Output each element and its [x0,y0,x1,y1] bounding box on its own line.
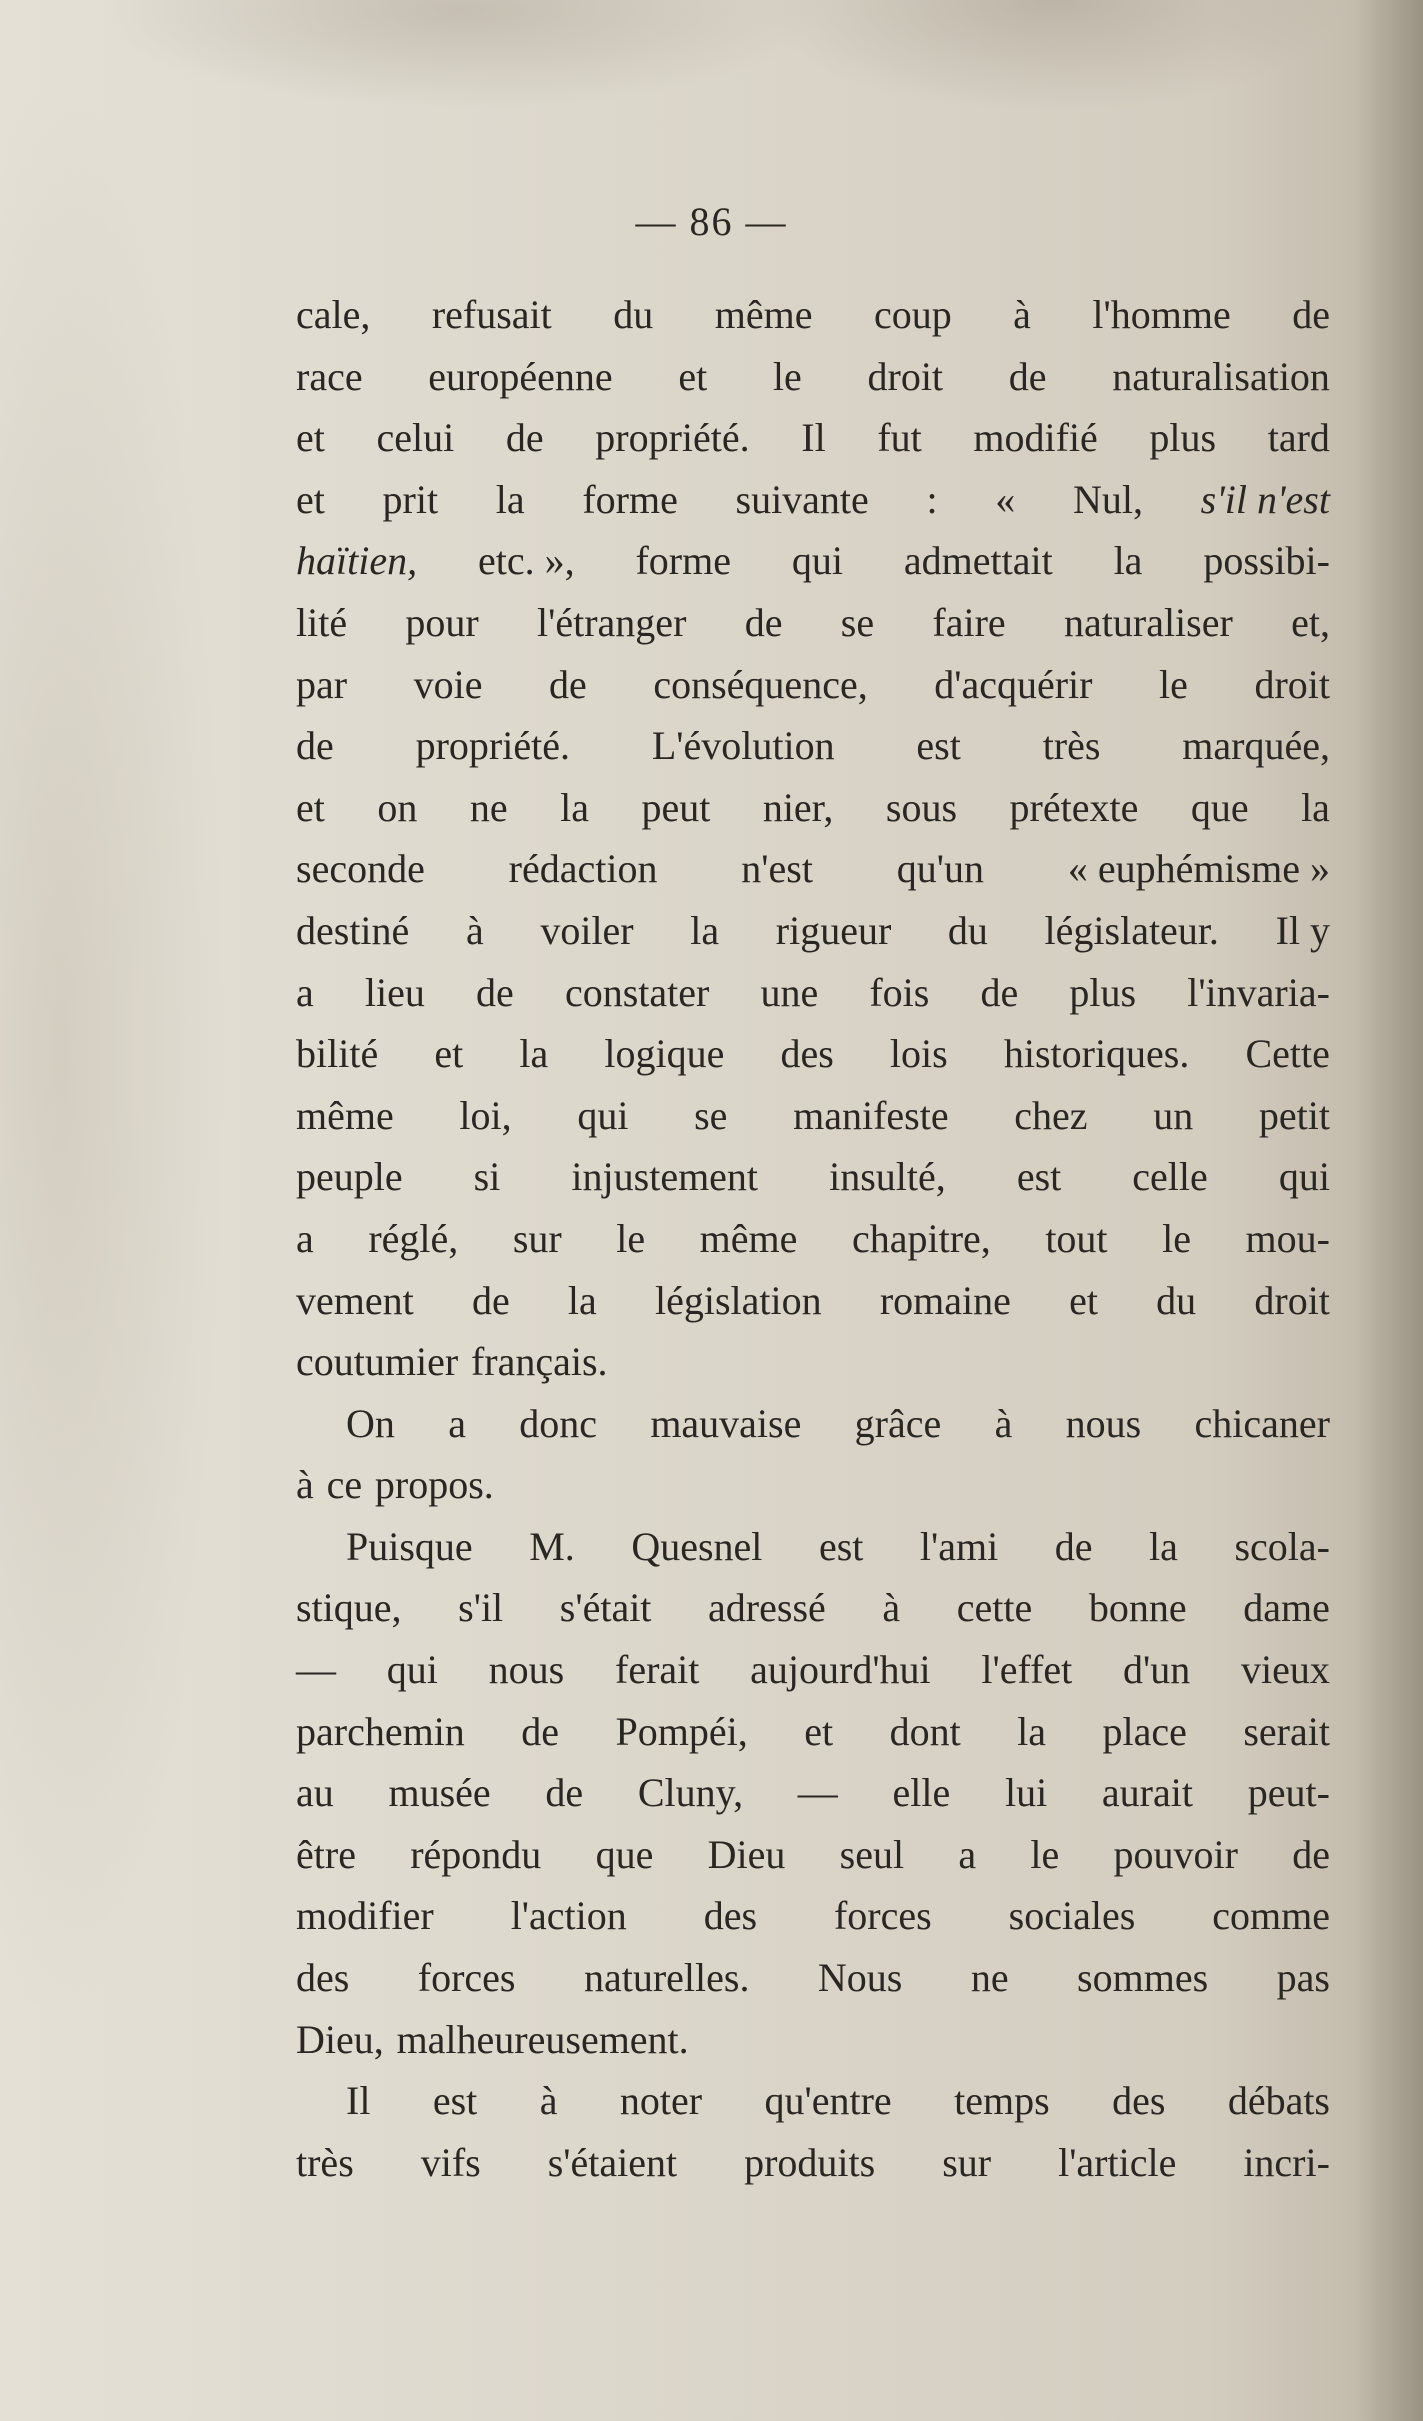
word: a [296,1215,314,1261]
word: et [434,1031,464,1077]
word: qu'entre [764,2078,892,2124]
word: l'action [510,1893,627,1939]
word: propriété. [415,723,570,769]
word: dont [889,1708,961,1754]
word: peut- [1247,1770,1330,1816]
word: de [471,1277,510,1323]
word: l'effet [981,1647,1073,1693]
word: plus [1069,969,1137,1015]
word: fut [877,415,922,461]
word: la [1149,1523,1178,1569]
word: à [465,907,484,953]
word: droit [867,353,944,399]
word: du [1156,1277,1197,1323]
word: à [882,1585,901,1631]
word: adressé [708,1585,826,1631]
word: pouvoir [1113,1831,1238,1877]
word: la [560,784,589,830]
word: on [377,784,418,830]
word: mauvaise [650,1400,802,1446]
word: temps [954,2078,1050,2124]
word: de [1292,1831,1330,1877]
word: à [994,1400,1013,1446]
word: race [296,353,363,399]
word: qui [577,1092,629,1138]
text-line [296,962,1330,1024]
word: à [296,1462,314,1508]
word: des [703,1893,758,1939]
word: nous [488,1647,565,1693]
word: Il [346,2078,371,2124]
word: sociales [1008,1893,1136,1939]
word: suivante [735,476,869,522]
word: naturelles. [583,1955,750,2001]
word: la [495,476,525,522]
word: est [1016,1154,1062,1200]
word: l'ami [919,1523,999,1569]
word: débats [1227,2078,1330,2124]
word: par [296,661,348,707]
word: Pompéi, [615,1708,748,1754]
word: de [980,969,1019,1015]
word: de [1054,1523,1093,1569]
text-line [296,1885,1330,1947]
word: pas [1276,1955,1330,2001]
word: noter [619,2078,703,2124]
text-line [296,2070,1330,2132]
word: vement [296,1277,414,1323]
word: la [567,1277,597,1323]
text-line [296,1023,1330,1085]
word: possibi- [1203,538,1330,584]
word: et [678,353,708,399]
word: le [1162,1215,1191,1261]
word: être [296,1831,356,1877]
word: lois [889,1031,948,1077]
word: si [473,1154,501,1200]
word: propriété. [595,415,750,461]
word: qu'un [896,846,984,892]
word: Cette [1245,1031,1330,1077]
word: qui [1278,1154,1330,1200]
word: pour [405,599,479,645]
word: manifeste [793,1092,949,1138]
word: la [519,1031,549,1077]
word: forme [635,538,731,584]
word: chez [1014,1092,1088,1138]
word: le [1030,1831,1060,1877]
word: « [995,476,1016,522]
word: modifier [296,1893,434,1939]
word: réglé, [368,1215,459,1261]
word: peuple [296,1154,403,1200]
word: prétexte [1009,784,1139,830]
word: M. [529,1523,575,1569]
word: voiler [540,907,634,953]
word: un [1153,1092,1194,1138]
word: petit [1258,1092,1330,1138]
text-line [296,1762,1330,1824]
word: bonne [1088,1585,1187,1631]
word: de [744,599,783,645]
word: l'invaria- [1187,969,1330,1015]
word: répondu [410,1831,542,1877]
word: se [840,599,875,645]
word: scola- [1234,1523,1330,1569]
word: Il y [1275,907,1330,953]
word: place [1102,1708,1187,1754]
word: prit [382,476,439,522]
page-edge-shadow [1353,0,1423,2421]
word: la [1017,1708,1047,1754]
word: destiné [296,907,410,953]
word: seul [839,1831,905,1877]
text-line [296,2009,1330,2071]
text-line [296,1393,1330,1455]
word: forces [833,1893,932,1939]
text-line [296,1701,1330,1763]
word: sur [512,1215,562,1261]
word: — [797,1770,838,1816]
word: s'était [559,1585,652,1631]
word: elle [892,1770,951,1816]
word: ne [970,1955,1009,2001]
word: se [694,1092,728,1138]
word: très [296,2139,354,2185]
word: le [772,353,802,399]
word: naturalisation [1112,353,1330,399]
word: : [926,476,938,522]
word: ne [469,784,508,830]
word: sous [885,784,958,830]
text-line [296,346,1330,408]
word: « euphémisme » [1067,846,1330,892]
text-line [296,1270,1330,1332]
word: On [346,1400,395,1446]
word: malheureusement. [396,2016,689,2062]
word: de [545,1770,584,1816]
word: et [296,784,325,830]
text-line [296,530,1330,592]
word: très [1042,723,1101,769]
word: refusait [431,292,552,337]
word: du [947,907,988,953]
word: etc. », [477,538,575,584]
text-line [296,2132,1330,2194]
text-line [296,1824,1330,1886]
word: la [1301,784,1330,830]
word: et [296,415,325,461]
word: a [296,969,314,1015]
word: L'évolution [651,723,835,769]
word: produits [744,2139,876,2185]
word: propos. [374,1462,494,1508]
word: à [539,2078,558,2124]
word: s'étaient [547,2139,678,2185]
word: le [616,1215,646,1261]
word: Dieu [707,1831,786,1877]
word: sommes [1077,1955,1209,2001]
word: nous [1065,1400,1142,1446]
word: législateur. [1044,907,1219,953]
text-line [296,1085,1330,1147]
word: Cluny, [637,1770,744,1816]
word: de [1008,353,1047,399]
word: seconde [296,846,425,892]
word: a [958,1831,977,1877]
word: voie [413,661,483,707]
word: loi, [459,1092,512,1138]
text-line [296,1454,1330,1516]
text-line [296,715,1330,777]
word: comme [1212,1893,1330,1939]
word: tout [1045,1215,1108,1261]
word: que [595,1831,654,1877]
word: et, [1291,599,1330,645]
word: même [699,1215,798,1261]
word: aujourd'hui [750,1647,931,1693]
word: constater [564,969,710,1015]
word: donc [519,1400,598,1446]
word: que [1190,784,1249,830]
word: sur [942,2139,992,2185]
word: fois [869,969,930,1015]
word: Puisque [346,1523,473,1569]
word: législation [654,1277,822,1323]
word: droit [1254,661,1330,707]
word: ce [326,1462,363,1508]
word: forces [417,1955,516,2001]
word: le [1159,661,1188,707]
word: est [916,723,961,769]
word: est [818,1523,864,1569]
word: aurait [1101,1770,1193,1816]
word: l'article [1058,2139,1177,2185]
word: incri- [1243,2139,1330,2185]
word: celle [1132,1154,1208,1200]
word: lité [296,599,348,645]
word: bilité [296,1031,379,1077]
word: naturaliser [1064,599,1233,645]
word: musée [388,1770,491,1816]
word: de [505,415,544,461]
text-line [296,1331,1330,1393]
word: haïtien, [296,538,418,584]
word: insulté, [829,1154,946,1200]
word: n'est [741,846,813,892]
word: parchemin [296,1708,465,1754]
word: rigueur [775,907,892,953]
word: européenne [428,353,613,399]
word: coutumier [296,1339,459,1385]
word: logique [604,1031,725,1077]
word: marquée, [1182,723,1330,769]
text-line [296,1146,1330,1208]
word: Nous [817,1955,903,2001]
word: droit [1254,1277,1330,1323]
word: coup [873,292,952,337]
word: historiques. [1003,1031,1190,1077]
word: Nul, [1072,476,1143,522]
word: à [1013,292,1031,337]
word: d'un [1123,1647,1191,1693]
word: des [296,1955,350,2001]
word: s'il [458,1585,504,1631]
word: d'acquérir [934,661,1093,707]
word: est [432,2078,478,2124]
text-line [296,1639,1330,1701]
body-text [296,284,1330,2193]
word: de [296,723,334,769]
word: serait [1243,1708,1330,1754]
word: injustement [571,1154,759,1200]
text-line [296,838,1330,900]
word: Dieu, [296,2016,384,2062]
word: vifs [420,2139,481,2185]
text-line [296,407,1330,469]
word: a [448,1400,466,1446]
text-line [296,469,1330,531]
page-number: — 86 — [635,199,788,244]
word: la [690,907,720,953]
text-line [296,1577,1330,1639]
word: faire [932,599,1006,645]
word: de [549,661,587,707]
word: s'il n'est [1200,476,1330,522]
word: des [1112,2078,1166,2124]
word: et [1069,1277,1098,1323]
word: lieu [364,969,425,1015]
text-line [296,654,1330,716]
text-line [296,1208,1330,1270]
word: tard [1267,415,1330,461]
word: romaine [879,1277,1011,1323]
word: cette [956,1585,1033,1631]
text-line [296,900,1330,962]
word: qui [386,1647,438,1693]
word: l'étranger [537,599,687,645]
text-line [296,1516,1330,1578]
word: conséquence, [653,661,868,707]
text-line [296,592,1330,654]
word: modifié [973,415,1098,461]
word: de [1292,292,1330,337]
word: la [1113,538,1143,584]
word: vieux [1241,1647,1330,1693]
word: au [296,1770,334,1816]
word: ferait [615,1647,700,1693]
word: même [714,292,813,337]
word: rédaction [508,846,658,892]
word: et [296,476,325,522]
word: forme [582,476,678,522]
word: nier, [762,784,834,830]
word: français. [470,1339,608,1385]
word: celui [376,415,455,461]
word: mou- [1245,1215,1330,1261]
word: dame [1243,1585,1330,1631]
word: chapitre, [851,1215,991,1261]
word: cale, [296,292,371,337]
word: une [760,969,819,1015]
word: grâce [854,1400,942,1446]
text-line [296,284,1330,346]
word: Il [801,415,826,461]
word: l'homme [1092,292,1231,337]
word: des [780,1031,834,1077]
text-line [296,1947,1330,2009]
word: peut [641,784,711,830]
word: qui [791,538,843,584]
word: de [521,1708,560,1754]
word: chicaner [1194,1400,1330,1446]
word: du [613,292,654,337]
word: plus [1149,415,1217,461]
word: et [804,1708,834,1754]
word: Quesnel [631,1523,763,1569]
word: admettait [903,538,1053,584]
word: stique, [296,1585,402,1631]
word: de [476,969,514,1015]
word: lui [1004,1770,1048,1816]
word: — [296,1647,336,1693]
text-line [296,777,1330,839]
word: même [296,1092,394,1138]
